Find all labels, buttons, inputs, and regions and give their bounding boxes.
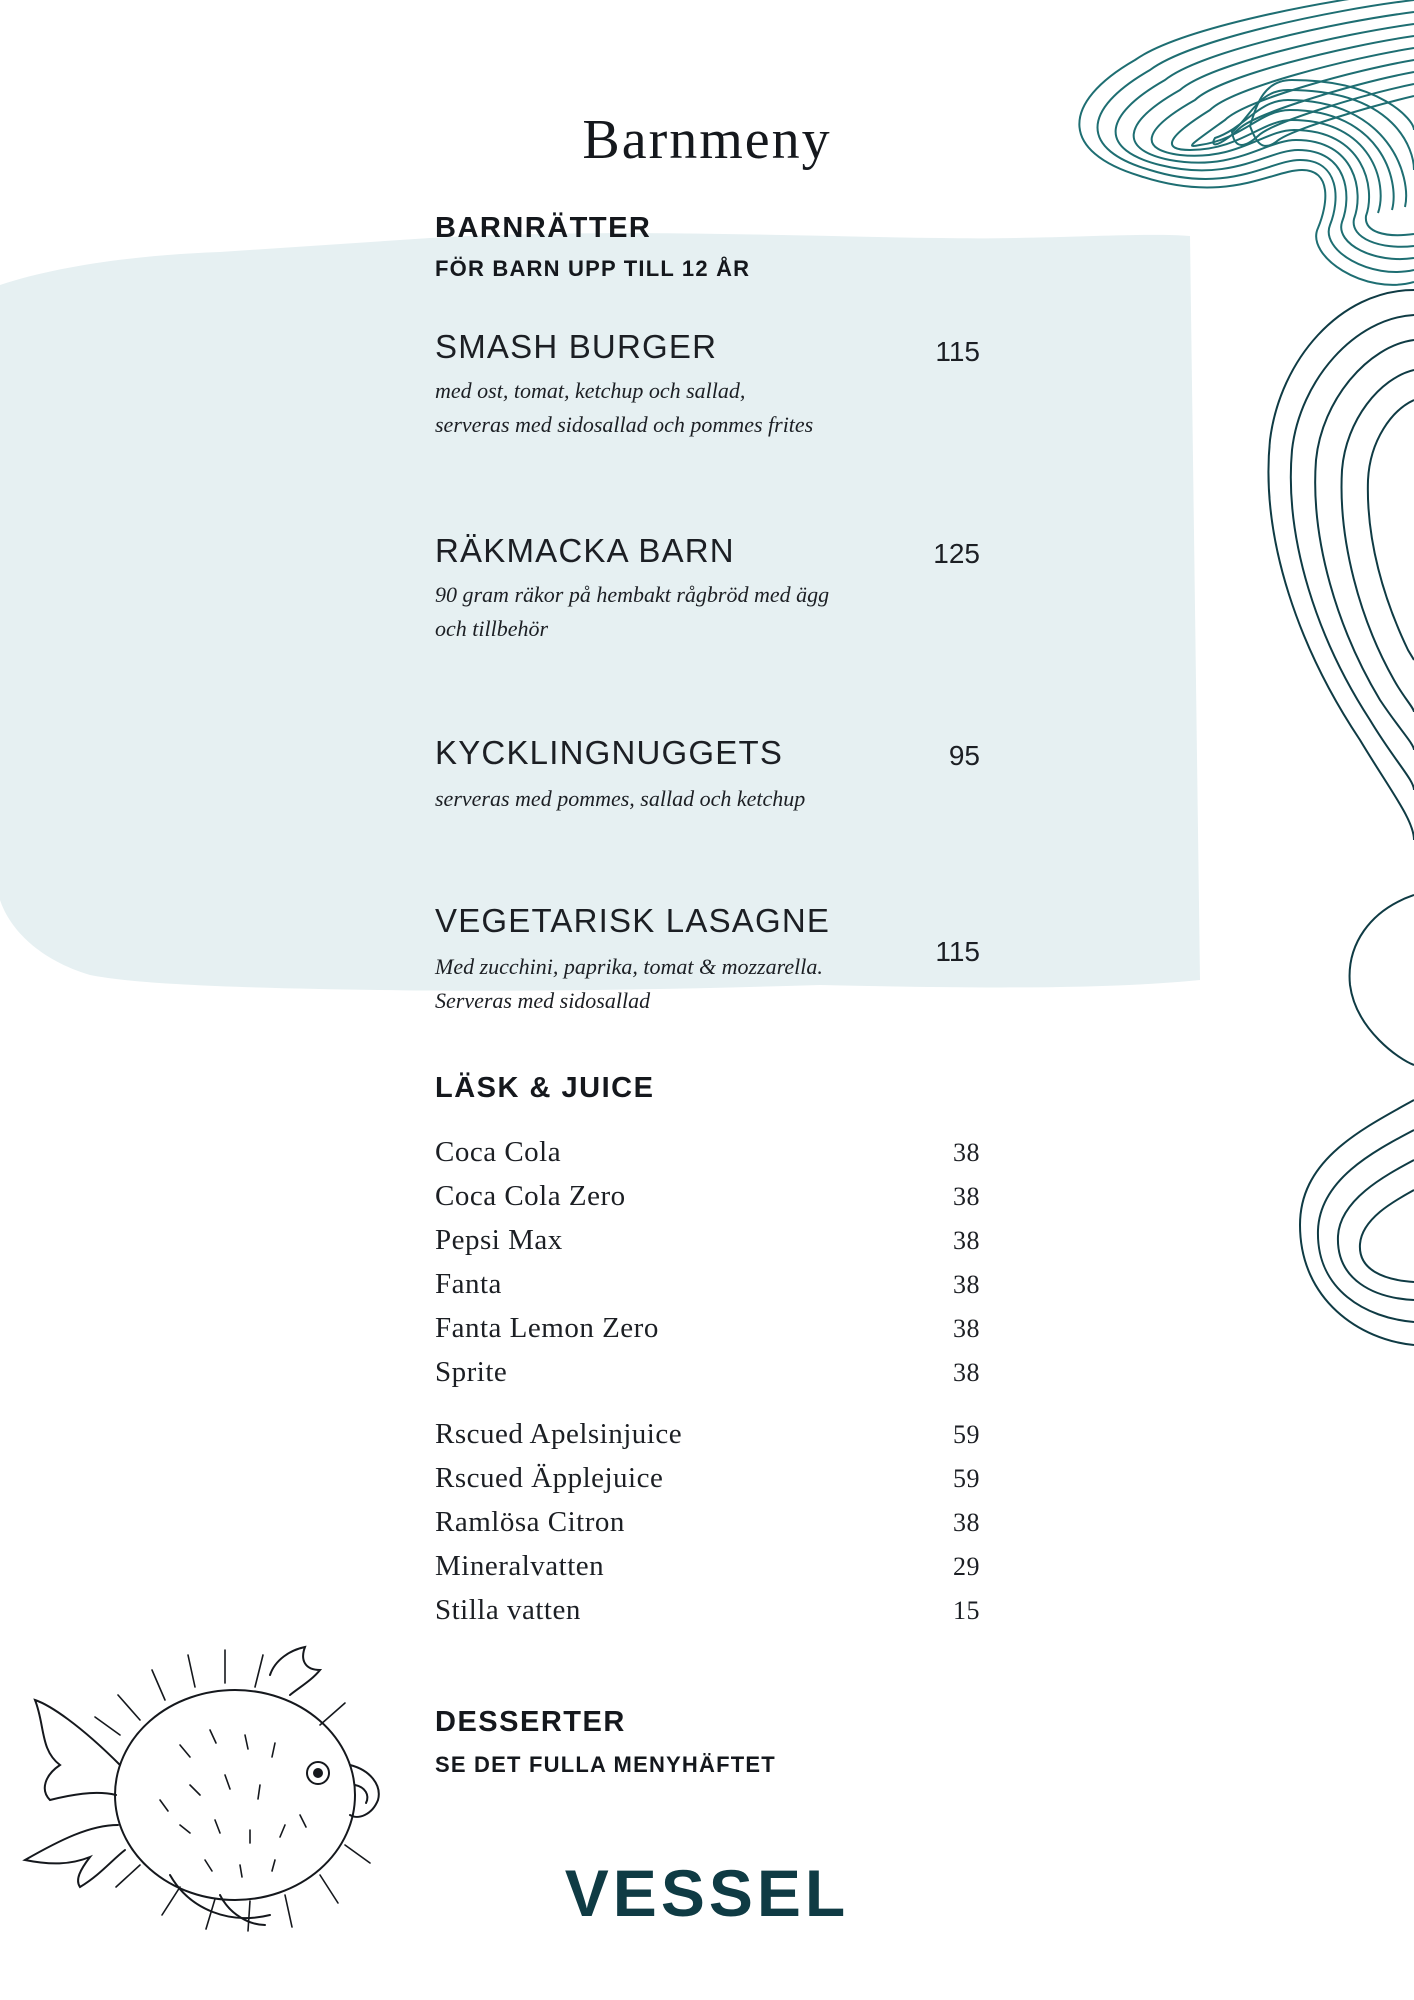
drinks-section-heading: LÄSK & JUICE bbox=[435, 1072, 655, 1104]
dish-desc-kycklingnuggets-1: serveras med pommes, sallad och ketchup bbox=[435, 786, 806, 811]
list-item bbox=[435, 1594, 980, 1638]
drink-price: 29 bbox=[953, 1552, 980, 1581]
kids-section-subheading: FÖR BARN UPP TILL 12 ÅR bbox=[435, 256, 751, 281]
brand-logo-text: VESSEL bbox=[564, 1856, 850, 1930]
dish-price-smash-burger: 115 bbox=[935, 336, 980, 367]
drink-name: Pepsi Max bbox=[435, 1224, 563, 1256]
list-item bbox=[435, 1224, 980, 1268]
list-item bbox=[435, 1268, 980, 1312]
dish-price-kycklingnuggets: 95 bbox=[948, 740, 980, 771]
drink-price: 38 bbox=[953, 1314, 980, 1343]
drink-name: Ramlösa Citron bbox=[435, 1506, 625, 1538]
drink-price: 38 bbox=[953, 1358, 980, 1387]
drink-name: Mineralvatten bbox=[435, 1550, 605, 1582]
dish-name-kycklingnuggets: KYCKLINGNUGGETS bbox=[435, 734, 784, 771]
drink-price: 38 bbox=[953, 1508, 980, 1537]
list-item bbox=[435, 1180, 980, 1224]
list-item bbox=[435, 1312, 980, 1356]
dish-price-rakmacka-barn: 125 bbox=[933, 538, 980, 569]
dish-desc-smash-burger-2: serveras med sidosallad och pommes frites bbox=[435, 412, 814, 437]
drink-name: Rscued Apelsinjuice bbox=[435, 1418, 683, 1450]
drink-price: 38 bbox=[953, 1138, 980, 1167]
kids-section-heading: BARNRÄTTER bbox=[435, 212, 652, 244]
list-item bbox=[435, 1136, 980, 1180]
dish-name-rakmacka-barn: RÄKMACKA BARN bbox=[435, 532, 735, 569]
drink-price: 38 bbox=[953, 1182, 980, 1211]
dish-desc-vegetarisk-lasagne-1: Med zucchini, paprika, tomat & mozzarella. bbox=[435, 954, 823, 979]
title-text: Barnmeny bbox=[582, 109, 832, 171]
drink-price: 38 bbox=[953, 1270, 980, 1299]
dish-name-smash-burger: SMASH BURGER bbox=[435, 328, 718, 365]
drink-price: 15 bbox=[953, 1596, 980, 1625]
juice-water-list bbox=[435, 1418, 980, 1638]
desserts-section-subheading: SE DET FULLA MENYHÄFTET bbox=[435, 1752, 776, 1777]
page-title bbox=[0, 108, 1414, 172]
drink-name: Fanta bbox=[435, 1268, 502, 1300]
dish-price-vegetarisk-lasagne: 115 bbox=[935, 936, 980, 967]
drink-name: Sprite bbox=[435, 1356, 508, 1388]
drink-name: Coca Cola bbox=[435, 1136, 562, 1168]
drink-name: Rscued Äpplejuice bbox=[435, 1462, 664, 1494]
list-item bbox=[435, 1550, 980, 1594]
dish-name-vegetarisk-lasagne: VEGETARISK LASAGNE bbox=[435, 902, 831, 939]
list-item bbox=[435, 1418, 980, 1462]
dish-desc-rakmacka-barn-2: och tillbehör bbox=[435, 616, 549, 641]
drink-name: Fanta Lemon Zero bbox=[435, 1312, 659, 1344]
drink-price: 38 bbox=[953, 1226, 980, 1255]
dish-desc-smash-burger-1: med ost, tomat, ketchup och sallad, bbox=[435, 378, 746, 403]
list-item bbox=[435, 1356, 980, 1400]
drink-name: Coca Cola Zero bbox=[435, 1180, 626, 1212]
drink-name: Stilla vatten bbox=[435, 1594, 581, 1626]
drink-price: 59 bbox=[953, 1464, 980, 1493]
dish-desc-rakmacka-barn-1: 90 gram räkor på hembakt rågbröd med ägg bbox=[435, 582, 830, 607]
list-item bbox=[435, 1506, 980, 1550]
soda-list bbox=[435, 1136, 980, 1400]
desserts-section-heading: DESSERTER bbox=[435, 1706, 626, 1738]
dish-desc-vegetarisk-lasagne-2: Serveras med sidosallad bbox=[435, 988, 651, 1013]
list-item bbox=[435, 1462, 980, 1506]
drink-price: 59 bbox=[953, 1420, 980, 1449]
